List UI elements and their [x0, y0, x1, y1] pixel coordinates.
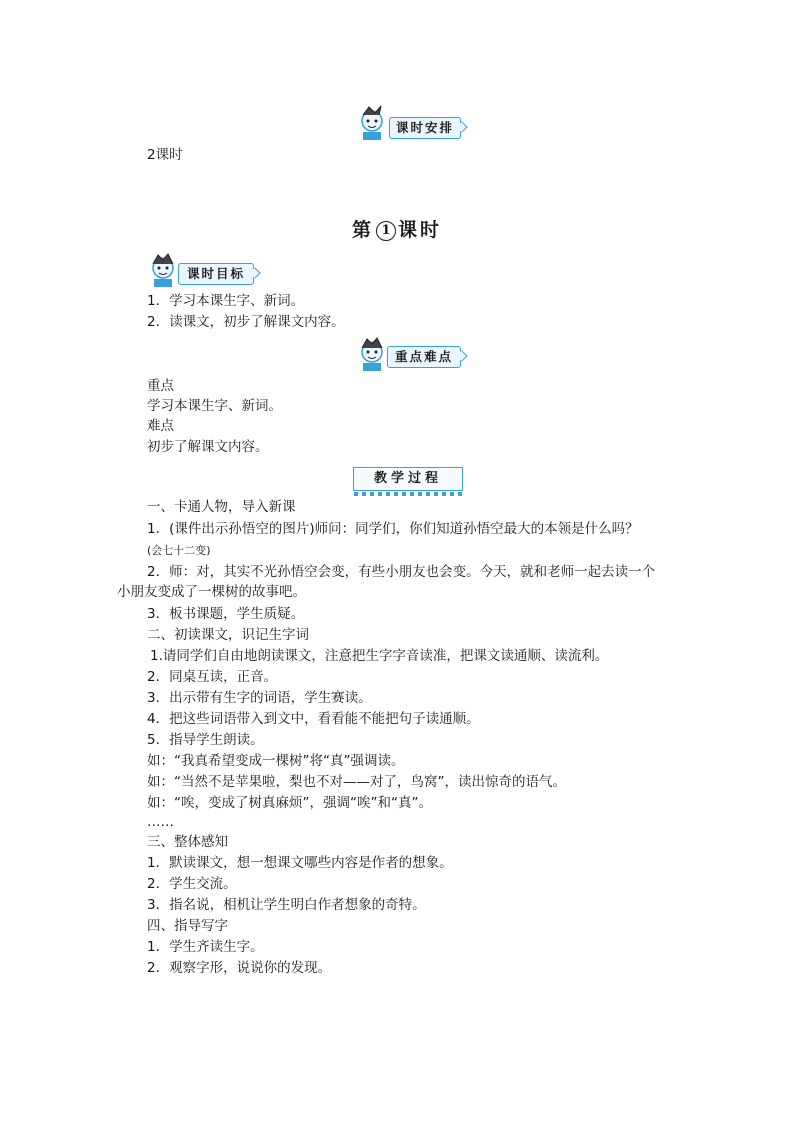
- process-line-number: 1．: [147, 521, 170, 537]
- schedule-badge: 课时安排: [389, 117, 461, 139]
- process-line: 如：“当然不是苹果啦，梨也不对——对了，鸟窝”，读出惊奇的语气。: [147, 774, 566, 790]
- cartoon-boy-icon: [355, 334, 389, 372]
- schedule-value: 2课时: [147, 147, 183, 163]
- process-line: 小朋友变成了一棵树的故事吧。: [117, 584, 306, 600]
- process-line: 如：“唉，变成了树真麻烦”，强调“唉”和“真”。: [147, 795, 432, 811]
- lesson-prefix: 第: [351, 219, 374, 241]
- process-line: 2．观察字形，说说你的发现。: [147, 960, 332, 976]
- lesson-suffix: 课时: [398, 219, 443, 241]
- process-line: 3．板书课题，学生质疑。: [147, 606, 305, 622]
- process-line: (会七十二变): [147, 544, 211, 557]
- process-line: [147, 520, 639, 538]
- process-banner-label: 教学过程: [373, 471, 442, 486]
- process-line: 一、卡通人物，导入新课: [147, 499, 296, 515]
- process-line: 二、初读课文，识记生字词: [147, 627, 309, 643]
- process-line: 1.请同学们自由地朗读课文，注意把生字字音读准，把课文读通顺、读流利。: [150, 648, 609, 664]
- process-line: 1．默读课文，想一想课文哪些内容是作者的想象。: [147, 855, 453, 871]
- process-line: 3．指名说，相机让学生明白作者想象的奇特。: [147, 897, 426, 913]
- process-line-text: (课件出示孙悟空的图片)师问：同学们，你们知道孙悟空最大的本领是什么吗？: [169, 521, 639, 537]
- banner-divider: [354, 492, 462, 496]
- cartoon-boy-icon: [355, 103, 389, 141]
- process-line: 四、指导写字: [147, 918, 228, 934]
- goal-item: 1．学习本课生字、新词。: [147, 293, 305, 309]
- process-line: 2．同桌互读，正音。: [147, 669, 278, 685]
- process-line: 2．学生交流。: [147, 876, 237, 892]
- goals-badge: 课时目标: [178, 263, 254, 285]
- difficult-label: 难点: [147, 418, 174, 434]
- cartoon-boy-icon: [146, 250, 180, 288]
- process-line: 1．学生齐读生字。: [147, 939, 264, 955]
- process-line: 3．出示带有生字的词语，学生赛读。: [147, 690, 372, 706]
- key-text: 学习本课生字、新词。: [147, 398, 282, 414]
- process-line: 如：“我真希望变成一棵树”将“真”强调读。: [147, 753, 405, 769]
- key-label: 重点: [147, 378, 174, 394]
- process-line: 5．指导学生朗读。: [147, 732, 264, 748]
- difficult-text: 初步了解课文内容。: [147, 439, 269, 455]
- process-line: ……: [147, 814, 174, 830]
- process-line: 三、整体感知: [147, 834, 228, 850]
- process-line: 2．师：对，其实不光孙悟空会变，有些小朋友也会变。今天，就和老师一起去读一个: [147, 564, 656, 580]
- process-banner: [353, 467, 463, 491]
- lesson-number: 1: [376, 221, 396, 241]
- lesson-title: [0, 215, 794, 242]
- goal-item: 2．读课文，初步了解课文内容。: [147, 314, 345, 330]
- process-line: 4．把这些词语带入到文中，看看能不能把句子读通顺。: [147, 711, 480, 727]
- key-points-badge: 重点难点: [387, 346, 461, 368]
